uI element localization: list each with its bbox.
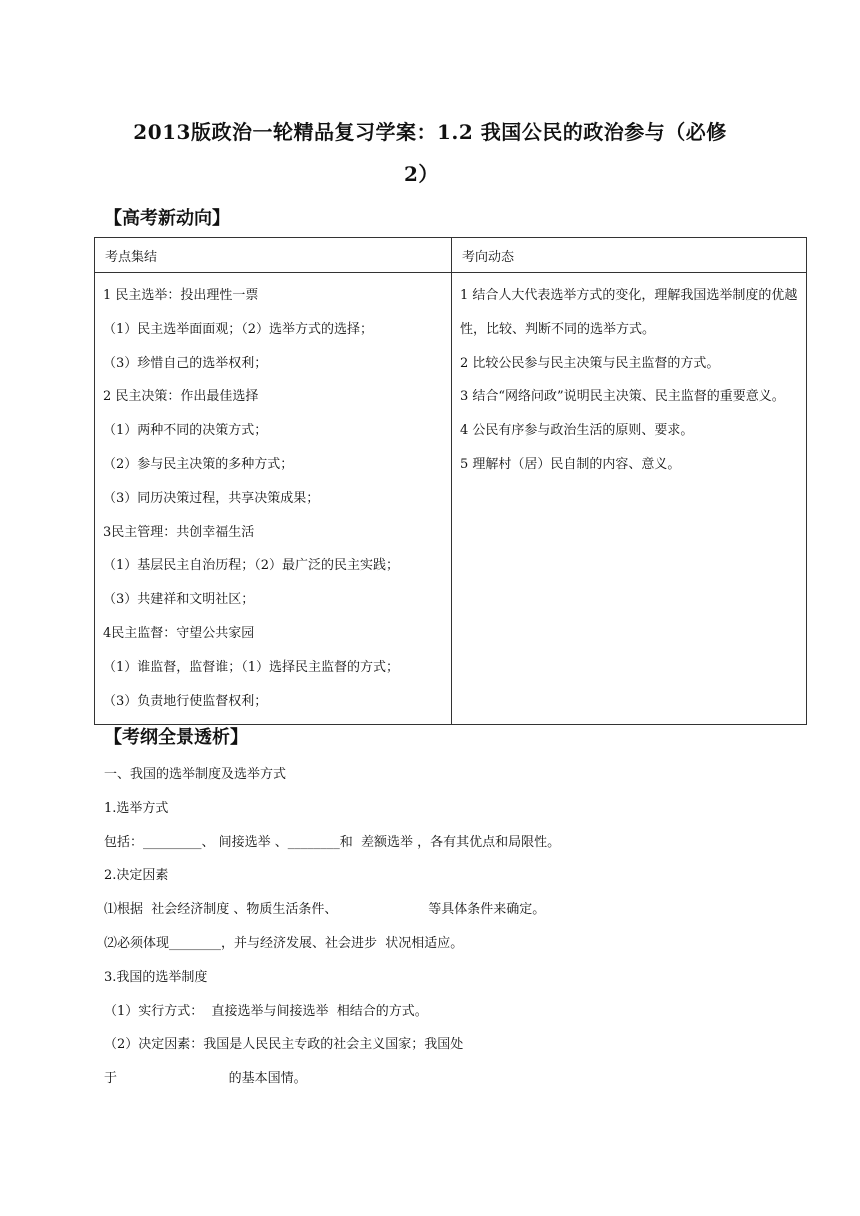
points-list-item: 3民主管理：共创幸福生活 — [103, 524, 255, 540]
table-header-row — [95, 238, 807, 273]
table-header-points: 考点集结 — [95, 238, 452, 273]
body-line: （1）实行方式： 直接选举与间接选举 相结合的方式。 — [104, 1003, 428, 1019]
points-list-item: （3）共建祥和文明社区； — [103, 592, 255, 608]
body-line: 2.决定因素 — [104, 868, 169, 884]
body-line: ⑴根据 社会经济制度 、物质生活条件、 等具体条件来确定。 — [104, 902, 546, 918]
points-list-item: （1）两种不同的决策方式； — [103, 423, 268, 439]
points-list-item: （1）基层民主自治历程；（2）最广泛的民主实践； — [103, 558, 400, 574]
trends-list-item: 3 结合“网络问政”说明民主决策、民主监督的重要意义。 — [460, 389, 785, 405]
doc-title-line1: 2013版政治一轮精品复习学案：1.2 我国公民的政治参与（必修 — [133, 120, 727, 144]
body-line: 一、我国的选举制度及选举方式 — [104, 767, 287, 782]
points-list-item: （3）负责地行使监督权利； — [103, 693, 268, 709]
body-line: （2）决定因素：我国是人民民主专政的社会主义国家；我国处 — [104, 1037, 464, 1053]
trends-list — [452, 273, 806, 488]
points-list-item: （1）民主选举面面观；（2）选举方式的选择； — [103, 321, 374, 337]
table-header-trends: 考向动态 — [452, 238, 807, 273]
points-list-item: （2）参与民主决策的多种方式； — [103, 456, 294, 472]
trends-list-item: 4 公民有序参与政治生活的原则、要求。 — [460, 423, 694, 439]
points-list-item: 4民主监督：守望公共家园 — [103, 625, 255, 641]
points-list-item: （3）同历决策过程，共享决策成果； — [103, 490, 320, 506]
points-list-item: 2 民主决策：作出最佳选择 — [103, 389, 259, 405]
points-list — [95, 273, 451, 724]
trends-list-item: 5 理解村（居）民自制的内容、意义。 — [460, 456, 681, 472]
section-heading-exam-trends: 【高考新动向】 — [104, 208, 230, 229]
body-line: ⑵必须体现________，并与经济发展、社会进步 状况相适应。 — [104, 935, 464, 951]
syllabus-body — [104, 758, 560, 1096]
body-line: 1.选举方式 — [104, 800, 169, 816]
exam-points-table — [94, 237, 807, 725]
body-line: 于 的基本国情。 — [104, 1071, 307, 1087]
trends-list-item: 1 结合人大代表选举方式的变化，理解我国选举制度的优越性，比较、判断不同的选举方式。 — [460, 288, 798, 337]
section-heading-syllabus: 【考纲全景透析】 — [104, 727, 248, 748]
points-cell — [95, 273, 452, 725]
points-list-item: （3）珍惜自己的选举权利； — [103, 355, 268, 371]
points-list-item: 1 民主选举：投出理性一票 — [103, 288, 259, 303]
trends-list-item: 2 比较公民参与民主决策与民主监督的方式。 — [460, 355, 720, 371]
doc-title-line2: 2） — [404, 162, 439, 186]
trends-cell — [452, 273, 807, 725]
body-line: 包括：_________、 间接选举 、________和 差额选举 ，各有其优点和局限性。 — [104, 834, 561, 850]
table-body-row — [95, 273, 807, 725]
points-list-item: （1）谁监督，监督谁；（1）选择民主监督的方式； — [103, 659, 400, 675]
body-line: 3.我国的选举制度 — [104, 969, 208, 985]
